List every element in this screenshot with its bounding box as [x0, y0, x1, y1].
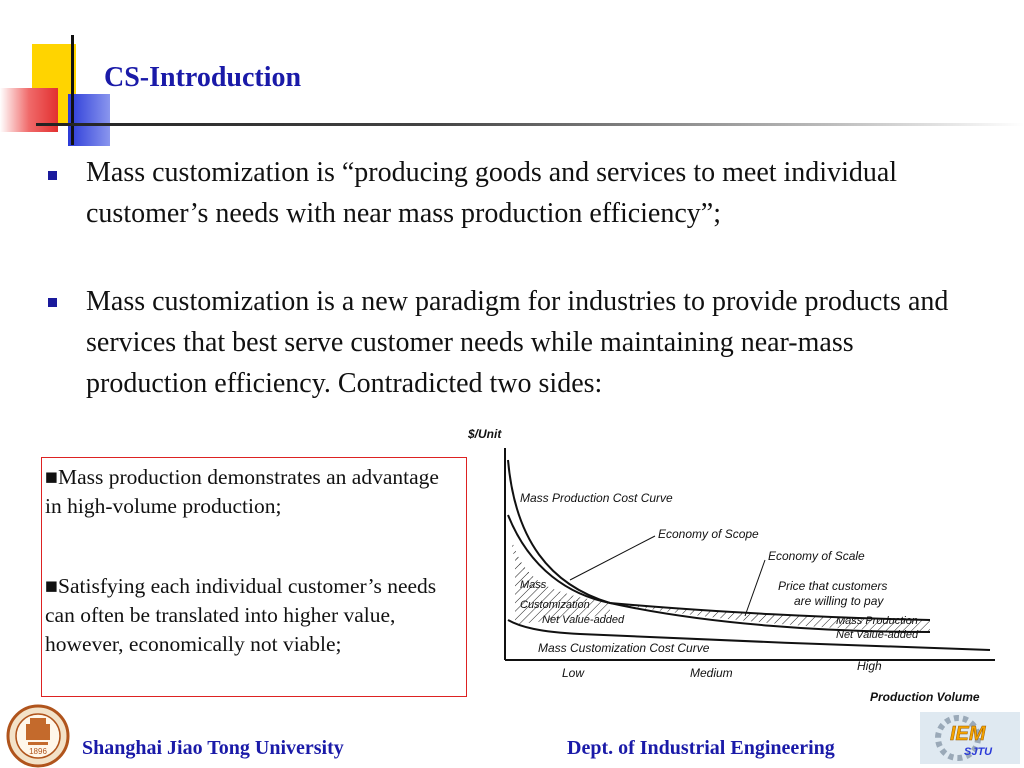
note-point-1: ■Mass production demonstrates an advantage in high-volume production;	[45, 465, 439, 518]
bullet-text-1: Mass customization is “producing goods and services to meet individual customer’s needs with near mass production efficiency”;	[86, 157, 898, 229]
cost-curve-diagram	[460, 420, 1020, 710]
price-label-1: Price that customers	[778, 579, 888, 593]
x-axis-label: Production Volume	[870, 690, 980, 704]
footer-university: Shanghai Jiao Tong University	[82, 737, 344, 759]
bullet-marker	[48, 298, 57, 307]
iem-sjtu-logo	[920, 710, 1020, 766]
mc-value-label-2: Customization	[520, 599, 590, 611]
mc-value-label-1: Mass	[520, 579, 547, 591]
note-point-2: ■Satisfying each individual customer’s needs can often be translated into higher value, however, economically not viable;	[45, 574, 437, 656]
svg-text:SJTU: SJTU	[964, 746, 993, 758]
mp-value-label-2: Net Value-added	[836, 629, 919, 641]
tick-medium: Medium	[690, 666, 733, 680]
y-axis-label: $/Unit	[468, 427, 502, 441]
svg-text:IEM: IEM	[950, 723, 986, 745]
price-label-2: are willing to pay	[794, 594, 884, 608]
sjtu-emblem-logo	[6, 704, 70, 768]
mc-value-label-3: Net Value-added	[542, 614, 625, 626]
footer-department: Dept. of Industrial Engineering	[567, 737, 835, 759]
tick-low: Low	[562, 666, 585, 680]
bullet-marker	[48, 171, 57, 180]
title-underline	[36, 123, 1024, 126]
svg-text:1896: 1896	[29, 747, 47, 756]
scale-label: Economy of Scale	[768, 549, 865, 563]
decor-blue-square	[68, 94, 110, 146]
mp-value-label-1: Mass Production	[836, 615, 918, 627]
slide-title: CS-Introduction	[104, 62, 302, 93]
leader-scale	[745, 560, 765, 616]
mp-curve-label: Mass Production Cost Curve	[520, 491, 673, 505]
scope-label: Economy of Scope	[658, 527, 759, 541]
note-box	[41, 457, 467, 697]
leader-scope	[570, 536, 655, 580]
decor-vertical-line	[71, 35, 74, 145]
tick-high: High	[857, 659, 882, 673]
mc-curve-label: Mass Customization Cost Curve	[538, 641, 710, 655]
bullet-text-2: Mass customization is a new paradigm for industries to provide products and services that best serve customer needs while maintaining near-mass production efficiency. Contradicted two sides:	[86, 286, 949, 399]
